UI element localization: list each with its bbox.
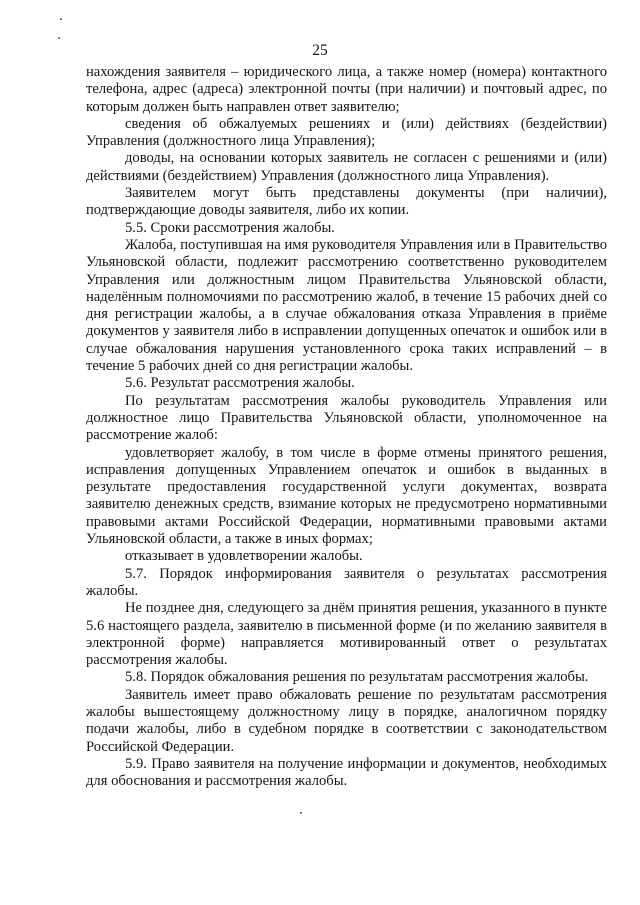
paragraph: нахождения заявителя – юридического лица, а также номер (номера) контактного телефона, адрес (адреса) электронной почты (при наличии) и почтовый адрес, по которым должен быть направлен ответ заявителю;	[86, 64, 607, 115]
paragraph: 5.6. Результат рассмотрения жалобы.	[125, 375, 355, 392]
paragraph: 5.7. Порядок информирования заявителя о результатах рассмотрения жалобы.	[86, 565, 607, 599]
paragraph: доводы, на основании которых заявитель не согласен с решениями и (или) действиями (бездействием) Управления (должностного лица Управления).	[86, 150, 607, 184]
paragraph: сведения об обжалуемых решениях и (или) действиях (бездействии) Управления (должностного лица Управления);	[86, 115, 607, 150]
paragraph: 5.9. Право заявителя на получение информации и документов, необходимых для обоснования и рассмотрения жалобы.	[86, 755, 607, 790]
paragraph: 5.5. Сроки рассмотрения жалобы.	[125, 219, 335, 236]
paragraph: Не позднее дня, следующего за днём принятия решения, указанного в пункте 5.6 настоящего раздела, заявителю в письменной форме (и по желанию заявителя в электронной форме) направляется мотивированный ответ о результатах рассмотрения жалобы.	[86, 600, 607, 669]
paragraph: удовлетворяет жалобу, в том числе в форме отмены принятого решения, исправления допущенных Управлением опечаток и ошибок в выданных в результате предоставления государственной услуги документах, возврата заявителю денежных средств, взимание которых не предусмотрено нормативными правовыми актами Российской Федерации, нормативными правовыми актами Ульяновской области, а также в иных формах;	[86, 444, 607, 548]
paragraph: Жалоба, поступившая на имя руководителя Управления или в Правительство Ульяновской области, подлежит рассмотрению соответственно руководителем Управления или должностным лицом Правительства Ульяновской области, наделённым полномочиями по рассмотрению жалоб, в течение 15 рабочих дней со дня регистрации жалобы, а в случае обжалования отказа Управления в приёме документов у заявителя либо в исправлении допущенных опечаток и ошибок или в случае обжалования нарушения установленного срока таких исправлений – в течение 5 рабочих дней со дня регистрации жалобы.	[86, 236, 607, 375]
scan-speck	[60, 18, 62, 20]
page-number: 25	[312, 42, 328, 59]
paragraph: Заявитель имеет право обжаловать решение по результатам рассмотрения жалобы вышестоящему должностному лицу в порядке, аналогичном порядку подачи жалобы, либо в судебном порядке в соответствии с законодательством Российской Федерации.	[86, 686, 607, 755]
paragraph: По результатам рассмотрения жалобы руководитель Управления или должностное лицо Правительства Ульяновской области, уполномоченное на рассмотрение жалоб:	[86, 392, 607, 444]
paragraph: отказывает в удовлетворении жалобы.	[125, 548, 363, 565]
paragraph: Заявителем могут быть представлены документы (при наличии), подтверждающие доводы заявителя, либо их копии.	[86, 185, 607, 219]
scan-speck	[300, 812, 302, 814]
scan-speck	[58, 37, 60, 39]
document-body	[86, 64, 607, 790]
paragraph: 5.8. Порядок обжалования решения по результатам рассмотрения жалобы.	[125, 669, 589, 686]
